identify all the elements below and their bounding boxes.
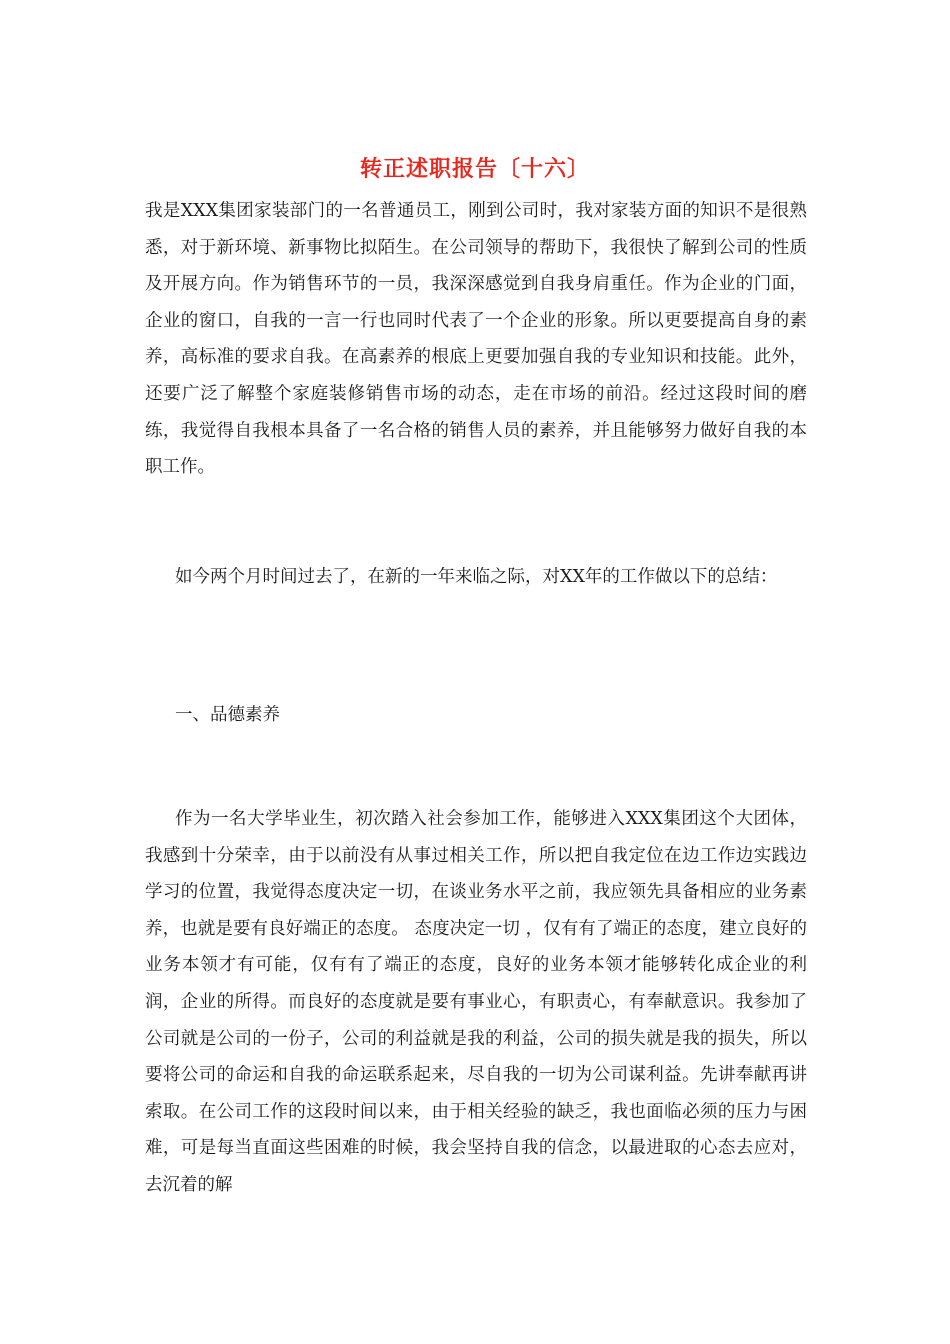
paragraph-intro: 我是XXX集团家装部门的一名普通员工，刚到公司时，我对家装方面的知识不是很熟悉，对于新环境、新事物比拟陌生。在公司领导的帮助下，我很快了解到公司的性质及开展方向。作为销售环节的一员，我深深感觉到自我身肩重任。作为企业的门面，企业的窗口，自我的一言一行也同时代表了一个企业的形象。所以更要提高自身的素养，高标准的要求自我。在高素养的根底上更要加强自我的专业知识和技能。此外，还要广泛了解整个家庭装修销售市场的动态，走在市场的前沿。经过这段时间的磨练，我觉得自我根本具备了一名合格的销售人员的素养，并且能够努力做好自我的本职工作。 [145, 201, 807, 478]
section-heading-moral-quality: 一、品德素养 [175, 705, 280, 725]
paragraph-moral-quality: 作为一名大学毕业生，初次踏入社会参加工作，能够进入XXX集团这个大团体，我感到十分荣幸，由于以前没有从事过相关工作，所以把自我定位在边工作边实践边学习的位置，我觉得态度决定一切，在谈业务水平之前，我应领先具备相应的业务素养，也就是要有良好端正的态度。 态度决定一切 ，仅有有了端正的态度，建立良好的业务本领才有可能，仅有有了端正的态度，良好的业务本领才能够转化成企业的利润，企业的所得。而良好的态度就是要有事业心，有职责心，有奉献意识。我参加了公司就是公司的一份子，公司的利益就是我的利益，公司的损失就是我的损失，所以要将公司的命运和自我的命运联系起来，尽自我的一切为公司谋利益。先讲奉献再讲索取。在公司工作的这段时间以来，由于相关经验的缺乏，我也面临必须的压力与困难，可是每当直面这些困难的时候，我会坚持自我的信念，以最进取的心态去应对，去沉着的解 [145, 809, 807, 1195]
document-title: 转正述职报告〔十六〕 [359, 156, 590, 182]
paragraph-summary-lead: 如今两个月时间过去了，在新的一年来临之际，对XX年的工作做以下的总结： [175, 567, 778, 587]
